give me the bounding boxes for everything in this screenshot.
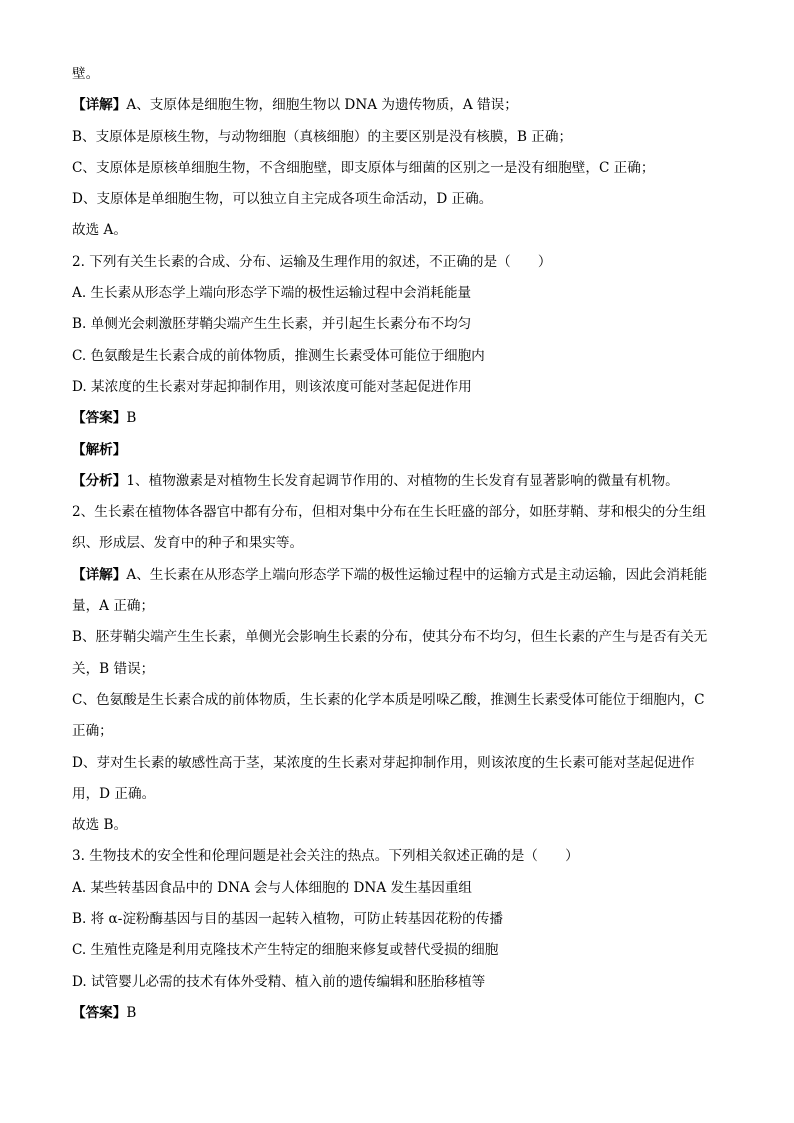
q2-detail-a bbox=[72, 560, 720, 623]
detail-text: A、支原体是细胞生物，细胞生物以 DNA 为遗传物质，A 错误； bbox=[126, 97, 518, 114]
q2-option-d: D. 某浓度的生长素对芽起抑制作用，则该浓度可能对茎起促进作用 bbox=[72, 378, 472, 395]
q1-detail-b: B、支原体是原核生物，与动物细胞（真核细胞）的主要区别是没有核膜，B 正确； bbox=[72, 128, 573, 145]
q1-detail-c: C、支原体是原核单细胞生物，不含细胞壁，即支原体与细菌的区别之一是没有细胞壁，C 正确； bbox=[72, 159, 655, 176]
q2-option-a: A. 生长素从形态学上端向形态学下端的极性运输过程中会消耗能量 bbox=[72, 285, 472, 302]
document-page bbox=[72, 59, 720, 1029]
q2-answer bbox=[72, 403, 720, 434]
q2-analysis-tag bbox=[72, 435, 720, 466]
q3-option-a: A. 某些转基因食品中的 DNA 会与人体细胞的 DNA 发生基因重组 bbox=[72, 879, 473, 896]
fenxi-tag: 【分析】 bbox=[72, 472, 127, 489]
q2-choose: 故选 B。 bbox=[72, 817, 128, 834]
q1-detail-d: D、支原体是单细胞生物，可以独立自主完成各项生命活动，D 正确。 bbox=[72, 191, 493, 208]
q3-option-c: C. 生殖性克隆是利用克隆技术产生特定的细胞来修复或替代受损的细胞 bbox=[72, 942, 499, 959]
q2-detail-c: C、色氨酸是生长素合成的前体物质，生长素的化学本质是吲哚乙酸，推测生长素受体可能位于细胞内，C 正确； bbox=[72, 691, 705, 740]
fenxi-text: 1、植物激素是对植物生长发育起调节作用的、对植物的生长发育有显著影响的微量有机物。 bbox=[126, 472, 679, 489]
q3-answer bbox=[72, 998, 720, 1029]
q2-detail-d: D、芽对生长素的敏感性高于茎，某浓度的生长素对芽起抑制作用，则该浓度的生长素可能对茎起促进作用，D 正确。 bbox=[72, 754, 695, 802]
answer-value: B bbox=[126, 1004, 137, 1021]
answer-value: B bbox=[126, 410, 137, 427]
detail-tag: 【详解】 bbox=[72, 566, 127, 583]
analysis-tag: 【解析】 bbox=[72, 441, 127, 458]
detail-text: A、生长素在从形态学上端向形态学下端的极性运输过程中的运输方式是主动运输，因此会消耗能量，A 正确； bbox=[72, 566, 708, 615]
q1-detail-a bbox=[72, 90, 720, 121]
q2-fenxi-1 bbox=[72, 466, 720, 497]
q2-option-b: B. 单侧光会刺激胚芽鞘尖端产生生长素，并引起生长素分布不均匀 bbox=[72, 316, 472, 333]
q1-tail-text: 壁。 bbox=[72, 66, 100, 82]
q1-choose: 故选 A。 bbox=[72, 222, 127, 239]
detail-tag: 【详解】 bbox=[72, 97, 127, 114]
q3-option-d: D. 试管婴儿必需的技术有体外受精、植入前的遗传编辑和胚胎移植等 bbox=[72, 973, 486, 990]
answer-tag: 【答案】 bbox=[72, 410, 127, 427]
q2-option-c: C. 色氨酸是生长素合成的前体物质，推测生长素受体可能位于细胞内 bbox=[72, 347, 485, 364]
q2-detail-b: B、胚芽鞘尖端产生生长素，单侧光会影响生长素的分布，使其分布不均匀，但生长素的产生与是否有关无关，B 错误； bbox=[72, 629, 708, 677]
q2-fenxi-2: 2、生长素在植物体各器官中都有分布，但相对集中分布在生长旺盛的部分，如胚芽鞘、芽和根尖的分生组织、形成层、发育中的种子和果实等。 bbox=[72, 504, 706, 552]
answer-tag: 【答案】 bbox=[72, 1004, 127, 1021]
q3-option-b: B. 将 α-淀粉酶基因与目的基因一起转入植物，可防止转基因花粉的传播 bbox=[72, 911, 503, 928]
q2-stem: 2. 下列有关生长素的合成、分布、运输及生理作用的叙述，不正确的是（ ） bbox=[72, 253, 552, 270]
q3-stem: 3. 生物技术的安全性和伦理问题是社会关注的热点。下列相关叙述正确的是（ ） bbox=[72, 848, 579, 865]
